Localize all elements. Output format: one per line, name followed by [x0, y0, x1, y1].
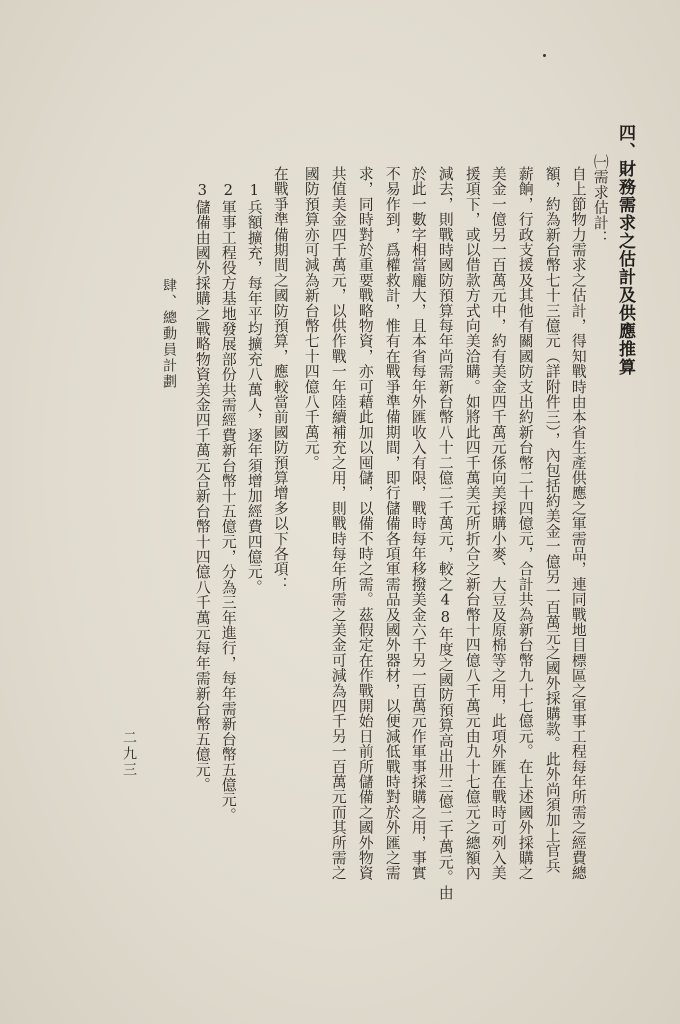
list-item-3: 3儲備由國外採購之戰略物資美金四千萬元合新台幣十四億八千萬元每年需新台幣五億元。 — [193, 182, 211, 793]
body-column-7: 於此一數字相當龐大，且本省每年外匯收入有限，戰時每年移撥美金六千另一百萬元作軍事採購之用，事實 — [409, 166, 427, 881]
page-number: 二九三 — [121, 730, 137, 778]
body-column-11: 國防預算亦可減為新台幣七十四億八千萬元。 — [302, 166, 320, 470]
list-item-2: 2軍事工程役方基地發展部份共需經費新台幣十五億元，分為三年進行，每年需新台幣五億元。 — [219, 182, 237, 823]
footer-chapter-title: 肆、總動員計劃 — [161, 278, 177, 390]
body-column-6: 減去，則戰時國防預算每年尚需新台幣八十二億二千萬元，較之48年度之國防預算高出卅三億二千萬元。由 — [436, 166, 454, 900]
body-column-1: 自上節物力需求之估計，得知戰時由本省生產供應之軍需品，連同戰地目標區之軍事工程每年所需之經費總 — [569, 166, 587, 881]
body-column-2: 額，約為新台幣七十三億元（詳附件三），內包括約美金一億另一百萬元之國外採購款。此外尚須加上官兵 — [543, 166, 561, 873]
body-column-9: 求，同時對於重要戰略物資，亦可藉此加以囤儲，以備不時之需。茲假定在作戰開始日前所儲備之國外物資 — [356, 166, 374, 881]
body-column-10: 共值美金四千萬元，以供作戰一年陸續補充之用，則戰時每年所需之美金可減為四千另一百萬元而其所需之 — [329, 166, 347, 881]
body-column-4: 美金一億另一百萬元中，約有美金四千萬元係向美採購小麥、大豆及原棉等之用，此項外匯在戰時可列入美 — [489, 166, 507, 881]
subsection-heading: ㈠需求估計： — [591, 154, 609, 246]
paper-speck — [543, 54, 546, 57]
body-column-8: 不易作到，爲權救計，惟有在戰爭準備期間，即行儲備各項軍需品及國外器材，以便減低戰時對於外匯之需 — [383, 166, 401, 881]
body-column-5: 援項下，或以借款方式向美洽購。如將此四千萬美元所折合之新台幣十四億八千萬元由九十七億元之總額內 — [463, 166, 481, 881]
paragraph-2: 在戰爭準備期間之國防預算，應較當前國防預算增多以下各項： — [271, 166, 289, 592]
list-item-1: 1兵額擴充，每年平均擴充八萬人，逐年須增加經費四億元。 — [245, 182, 263, 595]
body-column-3: 薪餉，行政支援及其他有關國防支出約新台幣二十四億元，合計共為新台幣九十七億元。在上述國外採購之 — [516, 166, 534, 881]
section-heading: 四、財務需求之估計及供應推算 — [615, 124, 635, 376]
